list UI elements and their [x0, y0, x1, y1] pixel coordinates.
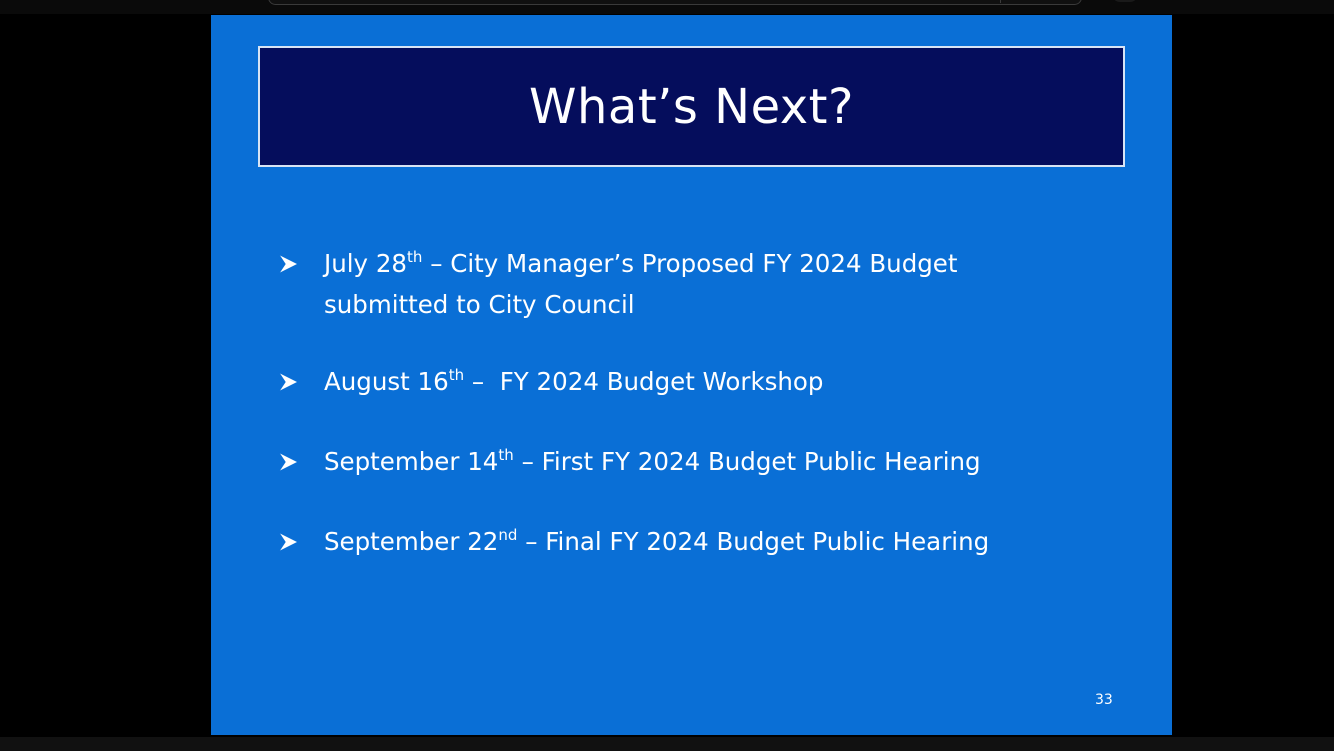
viewer-top-bar [0, 0, 1334, 14]
arrow-bullet-icon [277, 371, 299, 393]
bullet-date-suffix: th [448, 366, 465, 384]
bullet-date: September 14 [324, 447, 499, 476]
bullet-date-suffix: th [498, 446, 514, 464]
bullet-text-continued: submitted to City Council [324, 290, 635, 319]
bullet-date: September 22 [324, 527, 499, 556]
list-item [277, 245, 1137, 324]
list-item [277, 443, 1137, 484]
slide-page-number: 33 [1095, 692, 1113, 708]
slide [211, 15, 1172, 735]
bullet-list [277, 245, 1137, 603]
bullet-date: July 28 [324, 249, 408, 278]
arrow-bullet-icon [277, 451, 299, 473]
bullet-text: – City Manager’s Proposed FY 2024 Budget [422, 249, 958, 278]
bullet-text: – First FY 2024 Budget Public Hearing [513, 447, 981, 476]
list-item [277, 363, 1137, 404]
bullet-date-suffix: th [407, 248, 423, 266]
arrow-bullet-icon [277, 253, 299, 275]
viewer-bottom-bar [0, 737, 1334, 751]
viewer-control-divider [1000, 0, 1001, 3]
slide-title-box [258, 46, 1125, 167]
slide-title: What’s Next? [529, 78, 854, 135]
viewer-control-pill[interactable] [268, 0, 1082, 5]
bullet-text: – Final FY 2024 Budget Public Hearing [517, 527, 990, 556]
bullet-text: – FY 2024 Budget Workshop [464, 367, 824, 396]
bullet-date: August 16 [324, 367, 449, 396]
arrow-bullet-icon [277, 531, 299, 553]
viewer-control-button[interactable] [1112, 0, 1138, 2]
bullet-date-suffix: nd [498, 526, 518, 544]
list-item [277, 523, 1137, 564]
